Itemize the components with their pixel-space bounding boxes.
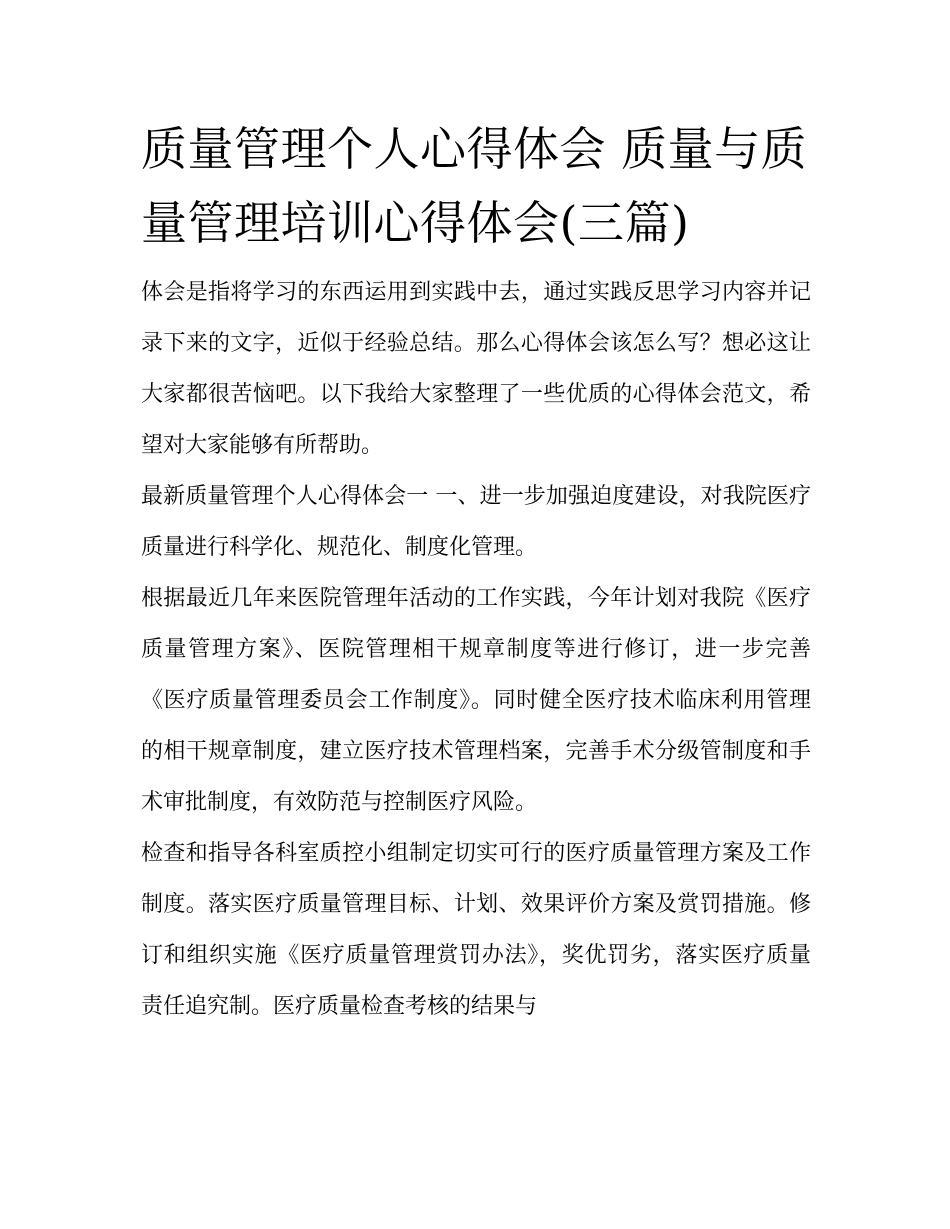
paragraph-revision-plan: 根据最近几年来医院管理年活动的工作实践，今年计划对我院《医疗质量管理方案》、医院管理相干规章制度等进行修订，进一步完善《医疗质量管理委员会工作制度》。同时健全医疗技术临床利用管理的相干规章制度，建立医疗技术管理档案，完善手术分级管制度和手术审批制度，有效防范与控制医疗风险。 <box>141 586 811 815</box>
document-title: 质量管理个人心得体会 质量与质量管理培训心得体会(三篇) <box>141 122 808 250</box>
paragraph-inspection: 检查和指导各科室质控小组制定切实可行的医疗质量管理方案及工作制度。落实医疗质量管理目标、计划、效果评价方案及赏罚措施。修订和组织实施《医疗质量管理赏罚办法》，奖优罚劣，落实医疗质量责任追究制。医疗质量检查考核的结果与 <box>141 841 811 1019</box>
paragraph-intro: 体会是指将学习的东西运用到实践中去，通过实践反思学习内容并记录下来的文字，近似于经验总结。那么心得体会该怎么写？想必这让大家都很苦恼吧。以下我给大家整理了一些优质的心得体会范文，希望对大家能够有所帮助。 <box>141 280 811 458</box>
paragraph-section-one: 最新质量管理个人心得体会一 一、进一步加强迫度建设，对我院医疗质量进行科学化、规范化、制度化管理。 <box>141 484 811 560</box>
document-page <box>141 112 811 1032</box>
document-body <box>141 267 811 1032</box>
